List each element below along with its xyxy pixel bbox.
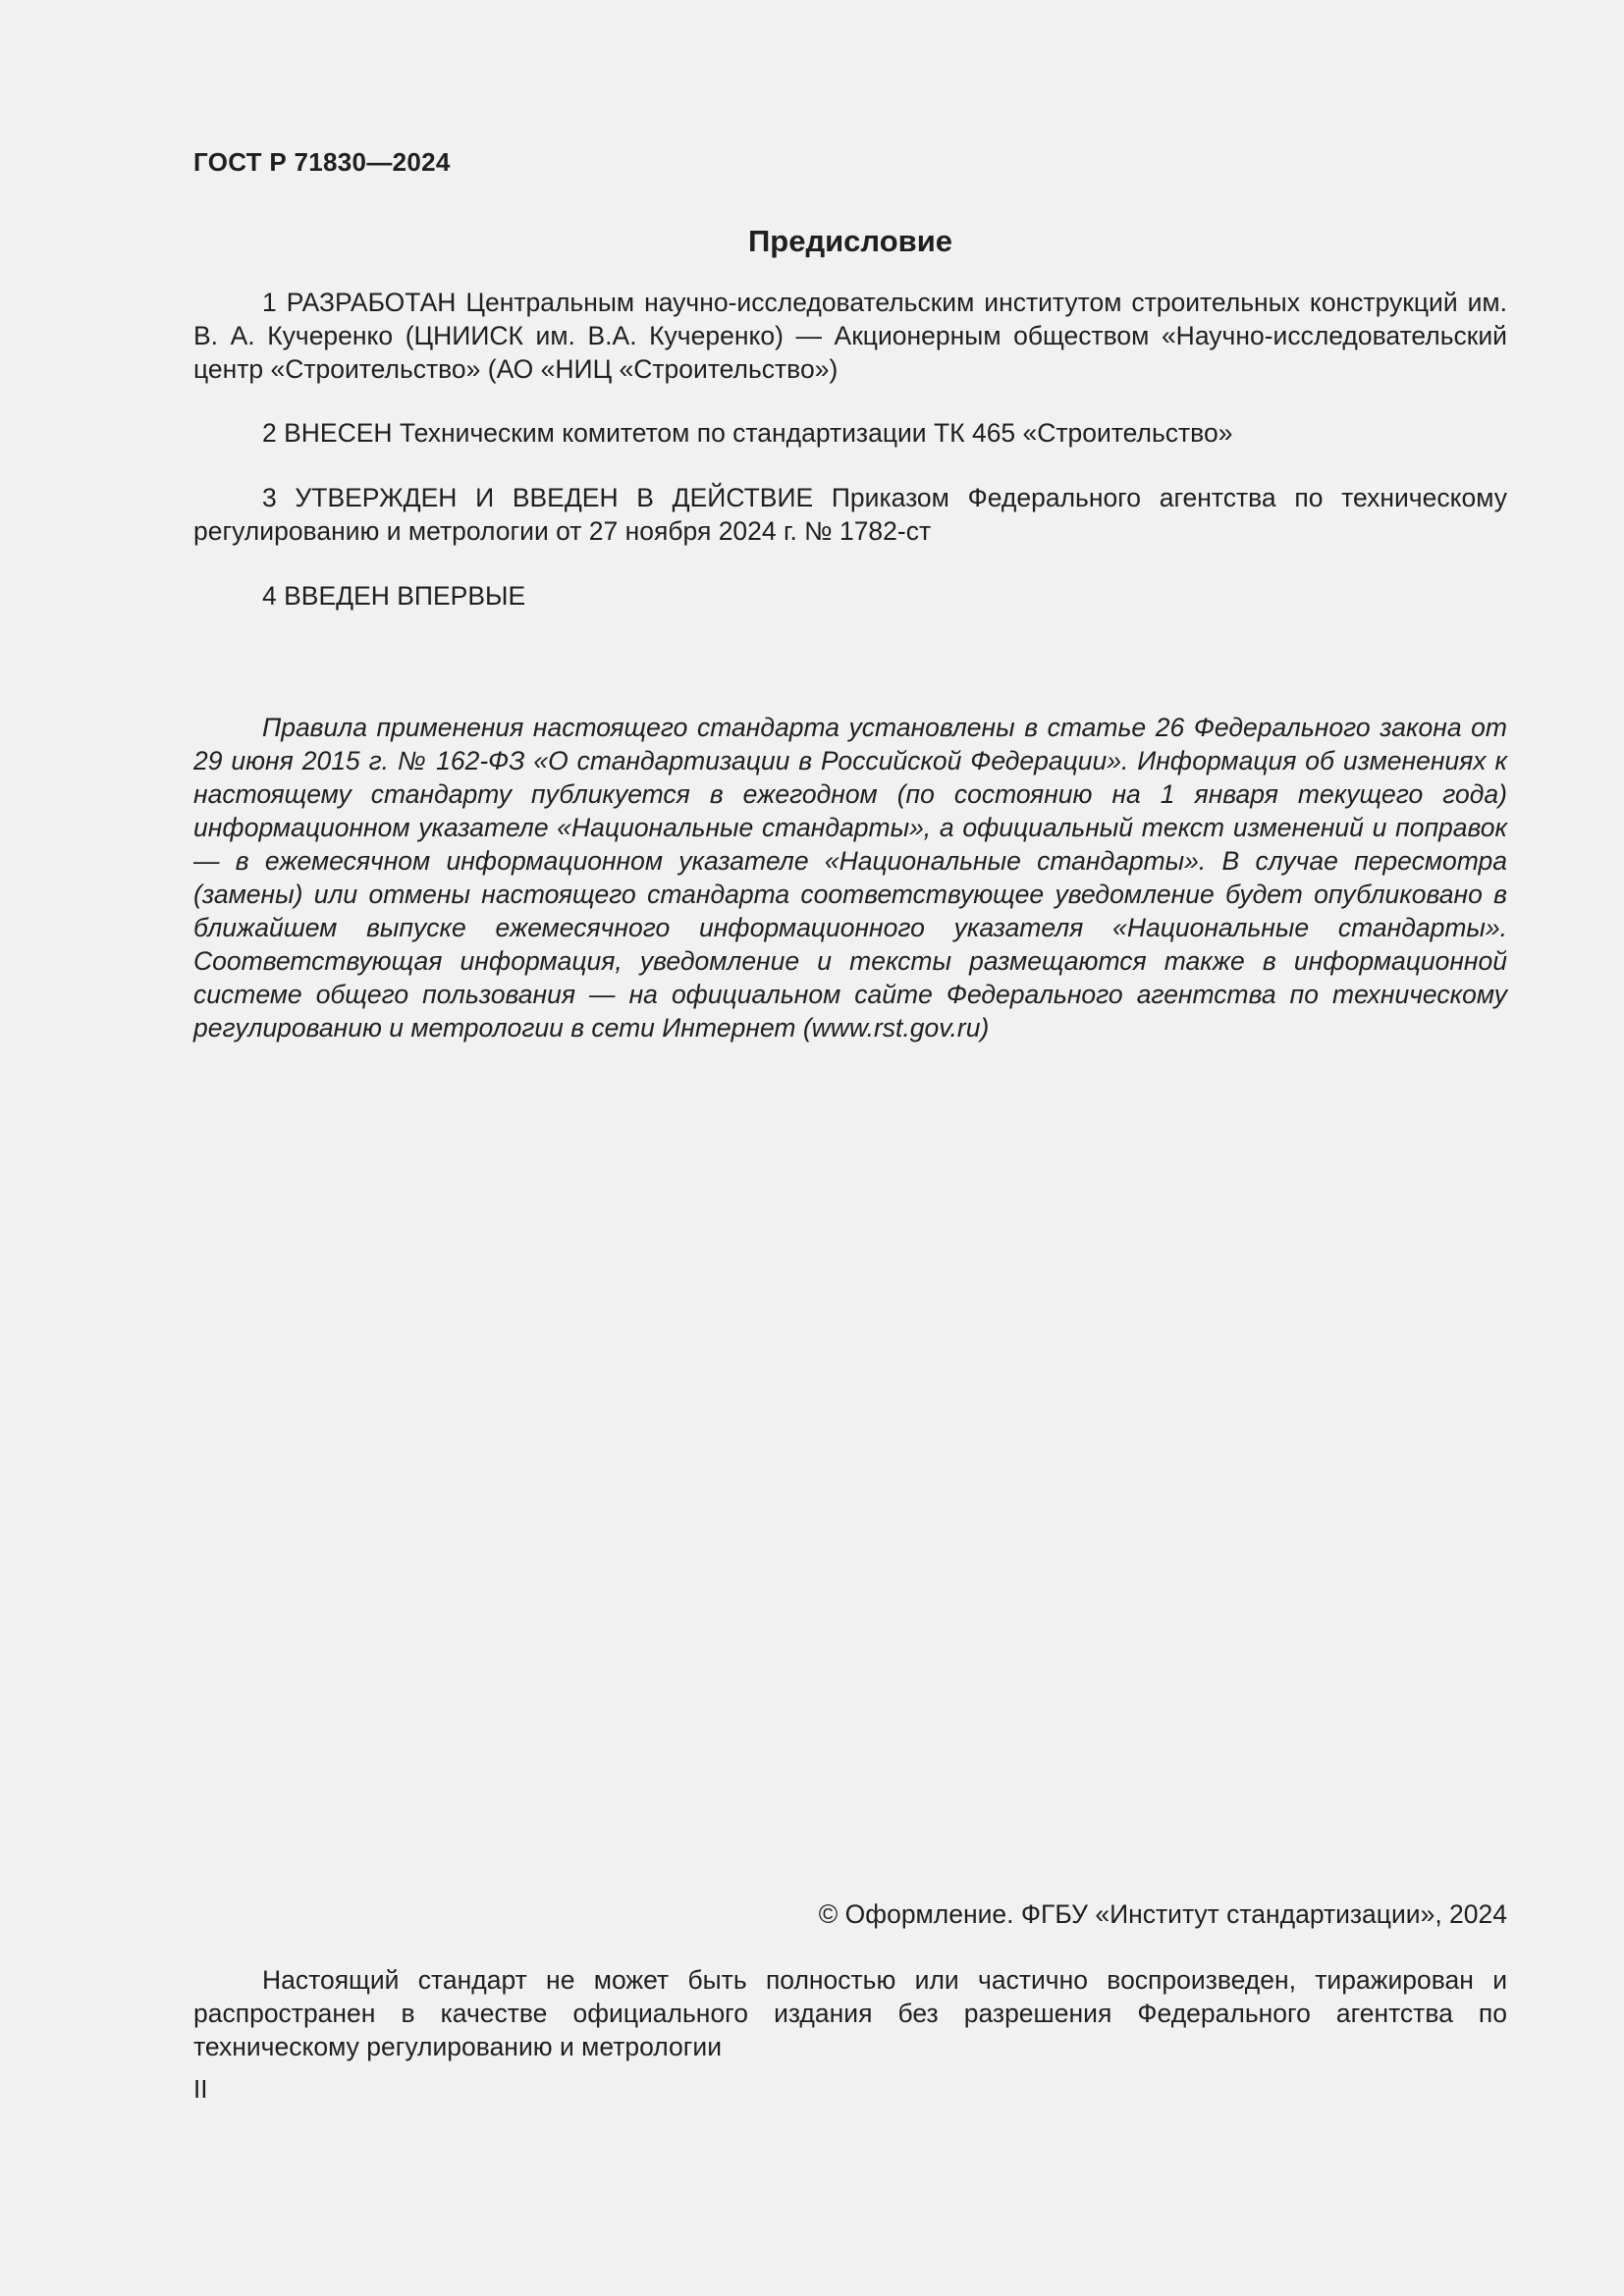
document-code: ГОСТ Р 71830—2024 <box>193 147 451 177</box>
foreword-item-4: 4 ВВЕДЕН ВПЕРВЫЕ <box>262 581 526 611</box>
reproduction-notice: Настоящий стандарт не может быть полностью или частично воспроизведен, тиражирован и распространен в качестве официального издания без разрешения Федерального агентства по техническому регулированию и метрологии <box>193 1965 1507 2061</box>
foreword-item-3: 3 УТВЕРЖДЕН И ВВЕДЕН В ДЕЙСТВИЕ Приказом Федерального агентства по техническому регулированию и метрологии от 27 ноября 2024 г. № 1782-ст <box>193 483 1507 546</box>
page-number: II <box>193 2074 208 2104</box>
foreword-item-2: 2 ВНЕСЕН Техническим комитетом по стандартизации ТК 465 «Строительство» <box>262 418 1233 448</box>
application-rules-note: Правила применения настоящего стандарта установлены в статье 26 Федерального закона от 29 июня 2015 г. № 162-ФЗ «О стандартизации в Российской Федерации». Информация об изменениях к настоящему стандарту публикуется в ежегодном (по состоянию на 1 января текущего года) информационном указателе «Национальные стандарты», а официальный текст изменений и поправок — в ежемесячном информационном указателе «Национальные стандарты». В случае пересмотра (замены) или отмены настоящего стандарта соответствующее уведомление будет опубликовано в ближайшем выпуске ежемесячного информационного указателя «Национальные стандарты». Соответствующая информация, уведомление и тексты размещаются также в информационной системе общего пользования — на официальном сайте Федерального агентства по техническому регулированию и метрологии в сети Интернет (www.rst.gov.ru) <box>193 713 1507 1042</box>
copyright-line: © Оформление. ФГБУ «Институт стандартизации», 2024 <box>818 1899 1507 1929</box>
section-title: Предисловие <box>747 224 952 258</box>
foreword-item-1: 1 РАЗРАБОТАН Центральным научно-исследовательским институтом строительных конструкций им. В. А. Кучеренко (ЦНИИСК им. В.А. Кучеренко) — Акционерным обществом «Научно-исследовательский центр «Строительство» (АО «НИЦ «Строительство») <box>193 288 1507 384</box>
